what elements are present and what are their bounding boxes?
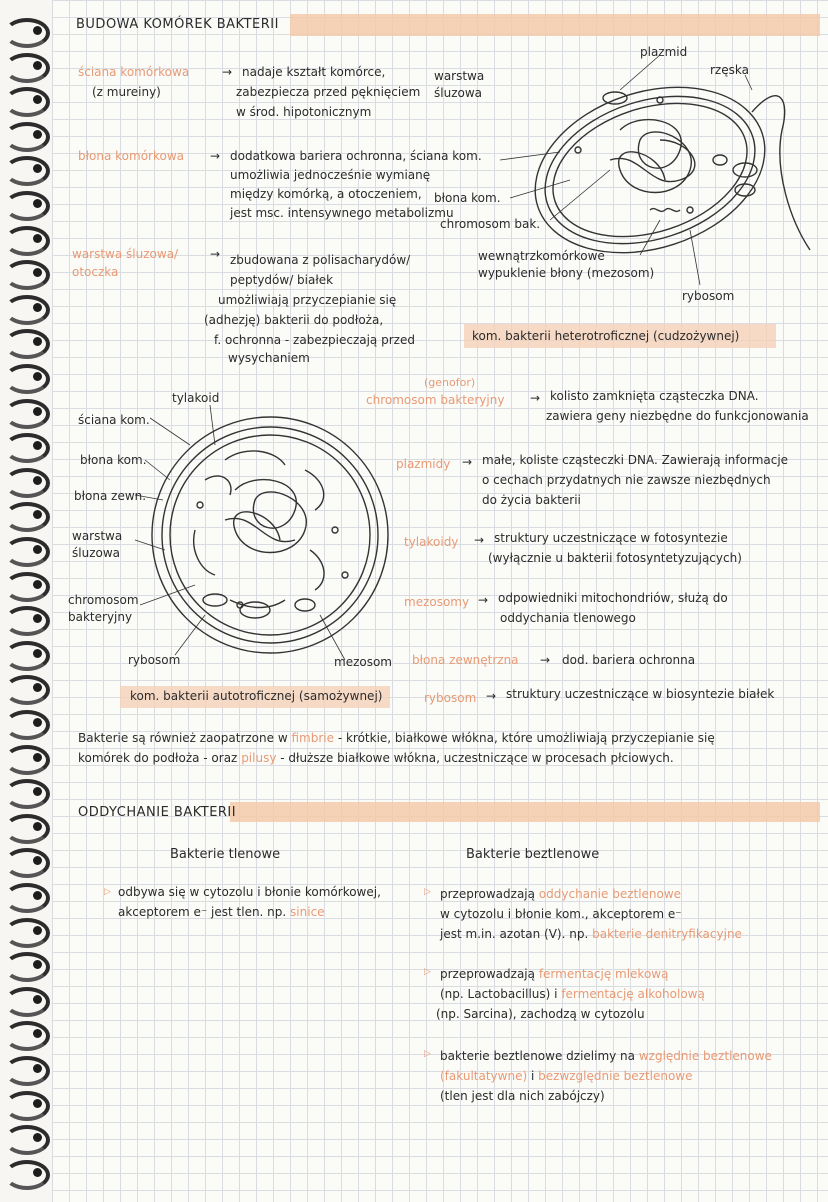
spiral-ring [4,1091,50,1121]
label-ribosome: rybosom [682,289,735,303]
slime-desc-4: (adhezję) bakterii do podłoża, [204,313,384,327]
membrane-desc-4: jest msc. intensywnego metabolizmu [230,206,454,220]
spiral-ring [4,433,50,463]
term-capsule: otoczka [72,265,119,279]
caption-autotrophic: kom. bakterii autotroficznej (samożywnej) [130,689,383,703]
anaerobic-b1-example: bakterie denitryfikacyjne [592,927,742,941]
autotrophic-cell-drawing [145,400,395,670]
spiral-hole [33,407,42,416]
heading-anaerobic: Bakterie beztlenowe [466,847,600,862]
aerobic-line-2 [118,904,325,921]
spiral-ring [4,987,50,1017]
fimbriae-paragraph-line-2 [78,750,674,767]
spiral-hole [33,372,42,381]
spiral-ring [4,295,50,325]
def-term-plasmids: plazmidy [396,457,451,471]
spiral-hole [33,995,42,1004]
spiral-ring [4,53,50,83]
slime-desc-2: peptydów/ białek [230,273,334,287]
anaerobic-b2-term-2: fermentację alkoholową [561,987,705,1001]
anaerobic-b3-line-3: (tlen jest dla nich zabójczy) [440,1089,605,1103]
arrow: → [222,65,233,79]
fimbriae-text-2b: - dłuższe białkowe włókna, uczestniczące w procesach płciowych. [280,751,674,765]
slime-desc-3: umożliwiają przyczepianie się [218,293,397,307]
slime-desc-1: zbudowana z polisacharydów/ [230,253,411,267]
spiral-hole [33,130,42,139]
anaerobic-b1-text-1a: przeprowadzają [440,887,535,901]
label-cell-membrane: błona kom. [80,453,147,467]
fimbriae-paragraph-line-1 [78,730,715,747]
fimbriae-text-1a: Bakterie są również zaopatrzone w [78,731,288,745]
label-plasmid: plazmid [640,45,688,59]
caption-heterotrophic: kom. bakterii heterotroficznej (cudzożywnej) [472,329,740,343]
spiral-ring [4,329,50,359]
anaerobic-b1-term: oddychanie beztlenowe [538,887,682,901]
spiral-ring [4,156,50,186]
arrow: → [540,653,551,667]
anaerobic-b2-line-2 [440,986,705,1003]
label-ribosome-2: rybosom [128,653,181,667]
section-title-structure: BUDOWA KOMÓREK BAKTERII [76,17,279,32]
spiral-ring [4,1160,50,1190]
def-mesosomes-line-2: oddychania tlenowego [500,611,636,625]
spiral-ring [4,710,50,740]
spiral-hole [33,1064,42,1073]
spiral-hole [33,822,42,831]
spiral-ring [4,537,50,567]
spiral-ring [4,18,50,48]
def-term-chromosome: chromosom bakteryjny [366,393,505,407]
spiral-ring [4,1125,50,1155]
spiral-hole [33,891,42,900]
term-cell-wall: ściana komórkowa [78,65,190,79]
spiral-hole [33,545,42,554]
spiral-ring [4,814,50,844]
section-title-respiration: ODDYCHANIE BAKTERII [78,805,237,820]
spiral-ring [4,226,50,256]
label-outer-membrane: błona zewn. [74,489,147,503]
anaerobic-b1-text-3a: jest m.in. azotan (V). np. [440,927,589,941]
heading-aerobic: Bakterie tlenowe [170,847,281,862]
anaerobic-b3-term-1: względnie beztlenowe [638,1049,772,1063]
spiral-hole [33,1099,42,1108]
anaerobic-b3-term-fakult: (fakultatywne) [440,1069,528,1083]
anaerobic-b3-text-2b: i [530,1069,535,1083]
wall-desc-3: w środ. hipotonicznym [236,105,372,119]
title-highlight-bar [290,14,820,36]
def-ribosome-line-1: struktury uczestniczące w biosyntezie białek [506,687,775,701]
arrow: → [210,149,221,163]
def-mesosomes-line-1: odpowiedniki mitochondriów, służą do [498,591,728,605]
membrane-desc-2: umożliwia jednocześnie wymianę [230,168,431,182]
spiral-hole [33,26,42,35]
spiral-ring [4,122,50,152]
spiral-ring [4,572,50,602]
spiral-hole [33,476,42,485]
membrane-desc-3: między komórką, a otoczeniem, [230,187,422,201]
def-note-genofor: (genofor) [424,376,476,389]
label-bacterial-chromosome: chromosom bakteryjny [68,593,139,624]
label-chromosome: chromosom bak. [440,217,541,231]
slime-desc-6: wysychaniem [228,351,310,365]
spiral-ring [4,779,50,809]
spiral-ring [4,952,50,982]
spiral-hole [33,718,42,727]
spiral-ring [4,1056,50,1086]
title-highlight-bar-2 [230,802,820,822]
anaerobic-b2-line-3: (np. Sarcina), zachodzą w cytozolu [436,1007,645,1021]
term-slime-layer: warstwa śluzowa/ [72,247,179,261]
def-term-mesosomes: mezosomy [404,595,470,609]
spiral-ring [4,502,50,532]
spiral-ring [4,364,50,394]
spiral-ring [4,191,50,221]
anaerobic-b1-line-2: w cytozolu i błonie kom., akceptorem e⁻ [440,907,682,921]
label-mesosome-2: mezosom [334,655,392,669]
def-plasmids-line-3: do życia bakterii [482,493,581,507]
spiral-ring [4,918,50,948]
pili-term: pilusy [241,751,277,765]
notebook-spiral [0,0,56,1202]
label-mesosome: wewnątrzkomórkowe wypuklenie błony (mezosom) [478,249,655,280]
anaerobic-b2-line-1 [440,966,668,983]
spiral-ring [4,87,50,117]
membrane-desc-1: dodatkowa bariera ochronna, ściana kom. [230,149,482,163]
def-chromosome-line-1: kolisto zamknięta cząsteczka DNA. [550,389,759,403]
arrow: → [462,455,473,469]
spiral-hole [33,199,42,208]
spiral-hole [33,61,42,70]
def-plasmids-line-1: małe, koliste cząsteczki DNA. Zawierają informacje [482,453,789,467]
def-thylakoids-line-2: (wyłącznie u bakterii fotosyntetyzujących) [488,551,742,565]
fimbriae-term: fimbrie [291,731,334,745]
spiral-ring [4,468,50,498]
def-term-ribosome: rybosom [424,691,477,705]
bullet-icon: ▷ [424,887,431,897]
bullet-icon: ▷ [104,887,111,897]
aerobic-text-2a: akceptorem e⁻ jest tlen. np. [118,905,287,919]
label-slime-layer: warstwa śluzowa [434,69,485,100]
spiral-ring [4,675,50,705]
spiral-hole [33,753,42,762]
def-term-outer-membrane: błona zewnętrzna [412,653,519,667]
anaerobic-b1-line-1 [440,886,681,903]
label-flagellum: rzęska [710,63,749,77]
anaerobic-b2-term-1: fermentację mlekową [538,967,669,981]
def-outer-membrane-line-1: dod. bariera ochronna [562,653,696,667]
spiral-ring [4,399,50,429]
arrow: → [478,593,489,607]
aerobic-example: sinice [290,905,325,919]
anaerobic-b3-text-1a: bakterie beztlenowe dzielimy na [440,1049,636,1063]
label-thylakoid: tylakoid [172,391,220,405]
anaerobic-b3-line-2 [440,1068,693,1085]
spiral-ring [4,606,50,636]
spiral-hole [33,926,42,935]
spiral-hole [33,649,42,658]
anaerobic-b3-term-2: bezwzględnie beztlenowe [538,1069,693,1083]
label-membrane: błona kom. [434,191,501,205]
spiral-ring [4,883,50,913]
def-thylakoids-line-1: struktury uczestniczące w fotosyntezie [494,531,728,545]
spiral-ring [4,641,50,671]
spiral-ring [4,848,50,878]
def-plasmids-line-2: o cechach przydatnych nie zawsze niezbędnych [482,473,771,487]
fimbriae-text-2a: komórek do podłoża - oraz [78,751,238,765]
fimbriae-text-1b: - krótkie, białkowe włókna, które umożliwiają przyczepianie się [337,731,715,745]
bullet-icon: ▷ [424,967,431,977]
def-chromosome-line-2: zawiera geny niezbędne do funkcjonowania [546,409,809,423]
slime-desc-5: f. ochronna - zabezpieczają przed [214,333,415,347]
spiral-hole [33,580,42,589]
spiral-ring [4,745,50,775]
aerobic-line-1: odbywa się w cytozolu i błonie komórkowej, [118,885,381,899]
def-term-thylakoids: tylakoidy [404,535,459,549]
label-slime-layer-2: warstwa śluzowa [72,529,123,560]
label-cell-wall: ściana kom. [78,413,150,427]
term-cell-membrane: błona komórkowa [78,149,185,163]
anaerobic-b1-line-3 [440,926,742,943]
spiral-hole [33,234,42,243]
spiral-hole [33,303,42,312]
wall-desc-1: nadaje kształt komórce, [242,65,386,79]
arrow: → [210,247,221,261]
spiral-ring [4,260,50,290]
anaerobic-b2-text-2a: (np. Lactobacillus) i [440,987,558,1001]
spiral-ring [4,1021,50,1051]
arrow: → [486,689,497,703]
bullet-icon: ▷ [424,1049,431,1059]
term-cell-wall-sub: (z mureiny) [92,85,161,99]
spiral-hole [33,1168,42,1177]
anaerobic-b2-text-1a: przeprowadzają [440,967,535,981]
arrow: → [530,391,541,405]
arrow: → [474,533,485,547]
anaerobic-b3-line-1 [440,1048,772,1065]
wall-desc-2: zabezpiecza przed pęknięciem [236,85,421,99]
